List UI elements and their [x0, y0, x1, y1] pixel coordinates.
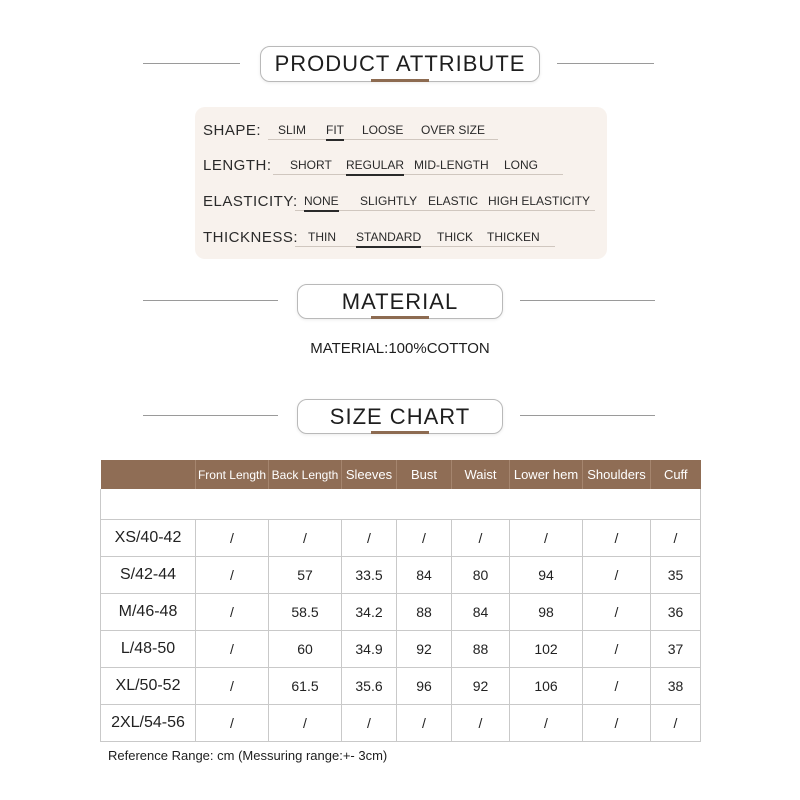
attribute-row-length	[195, 155, 607, 177]
table-row	[101, 557, 701, 594]
table-cell: /	[651, 520, 701, 557]
table-cell: /	[196, 705, 269, 742]
table-cell: 92	[397, 631, 452, 668]
table-cell: 84	[397, 557, 452, 594]
header-cell-waist: Waist	[452, 460, 510, 489]
title-accent-bar	[371, 316, 429, 319]
size-cell: XL/50-52	[101, 668, 196, 705]
header-cell-back-length: Back Length	[269, 460, 342, 489]
attribute-section-title-text: PRODUCT ATTRIBUTE	[274, 51, 526, 76]
table-cell: /	[397, 705, 452, 742]
material-section-title	[297, 284, 503, 319]
table-cell: /	[196, 557, 269, 594]
table-cell: /	[583, 705, 651, 742]
attribute-option: ELASTIC	[428, 194, 479, 208]
table-cell: 57	[269, 557, 342, 594]
attribute-option: THIN	[308, 230, 336, 244]
table-cell: 80	[452, 557, 510, 594]
attribute-label: SHAPE:	[203, 122, 262, 139]
table-row	[101, 668, 701, 705]
table-cell: 102	[510, 631, 583, 668]
table-cell: /	[196, 631, 269, 668]
attribute-option-selected: FIT	[326, 123, 344, 137]
header-cell-bust: Bust	[397, 460, 452, 489]
attribute-label: THICKNESS:	[203, 229, 299, 246]
attribute-option: OVER SIZE	[421, 123, 486, 137]
attribute-option: THICK	[437, 230, 473, 244]
attribute-section-title	[260, 46, 540, 82]
attribute-row-elasticity	[195, 191, 607, 213]
attribute-label: LENGTH:	[203, 157, 272, 174]
table-cell: 35	[651, 557, 701, 594]
table-cell: /	[342, 520, 397, 557]
attribute-option: LONG	[504, 158, 539, 172]
attribute-option: LOOSE	[362, 123, 404, 137]
header-cell-cuff: Cuff	[651, 460, 701, 489]
reference-footnote: Reference Range: cm (Messuring range:+- 3cm)	[108, 748, 388, 763]
table-cell: 94	[510, 557, 583, 594]
size-chart-header-row	[101, 460, 701, 489]
title-accent-bar	[371, 79, 429, 82]
attribute-option: THICKEN	[487, 230, 540, 244]
table-cell: /	[583, 668, 651, 705]
attribute-row-underline	[268, 139, 498, 140]
table-cell: /	[583, 520, 651, 557]
size-cell: L/48-50	[101, 631, 196, 668]
table-cell: /	[583, 557, 651, 594]
title-accent-bar	[371, 431, 429, 434]
size-cell: S/42-44	[101, 557, 196, 594]
table-cell: /	[583, 631, 651, 668]
table-cell: /	[452, 520, 510, 557]
size-chart-table	[100, 460, 701, 742]
spacer-cell	[101, 489, 701, 520]
size-cell: M/46-48	[101, 594, 196, 631]
attribute-option: SLIGHTLY	[360, 194, 418, 208]
table-cell: /	[196, 520, 269, 557]
header-cell-lower-hem: Lower hem	[510, 460, 583, 489]
table-cell: 96	[397, 668, 452, 705]
attribute-divider-right	[557, 63, 654, 64]
table-cell: 84	[452, 594, 510, 631]
attribute-label: ELASTICITY:	[203, 193, 298, 210]
material-value: 100%COTTON	[388, 340, 490, 357]
header-cell-size	[101, 460, 196, 489]
attribute-row-underline	[273, 174, 563, 175]
header-cell-front-length: Front Length	[196, 460, 269, 489]
table-cell: 36	[651, 594, 701, 631]
size-divider-right	[520, 415, 655, 416]
table-row	[101, 520, 701, 557]
table-cell: /	[510, 520, 583, 557]
material-divider-left	[143, 300, 278, 301]
table-cell: 38	[651, 668, 701, 705]
table-cell: 88	[397, 594, 452, 631]
table-cell: /	[452, 705, 510, 742]
attribute-divider-left	[143, 63, 240, 64]
attribute-option: MID-LENGTH	[414, 158, 489, 172]
table-cell: /	[510, 705, 583, 742]
attribute-option: HIGH ELASTICITY	[488, 194, 591, 208]
attribute-option-selected: REGULAR	[346, 158, 405, 172]
attribute-row-shape	[195, 120, 607, 142]
attribute-option: SHORT	[290, 158, 332, 172]
table-cell: /	[196, 594, 269, 631]
table-cell: 37	[651, 631, 701, 668]
table-row	[101, 705, 701, 742]
table-cell: 33.5	[342, 557, 397, 594]
size-divider-left	[143, 415, 278, 416]
table-cell: /	[342, 705, 397, 742]
material-info	[0, 340, 800, 357]
table-cell: 35.6	[342, 668, 397, 705]
table-cell: 34.2	[342, 594, 397, 631]
table-cell: 98	[510, 594, 583, 631]
table-cell: /	[583, 594, 651, 631]
attribute-row-thickness	[195, 227, 607, 249]
size-section-title-text: SIZE CHART	[329, 403, 471, 429]
material-divider-right	[520, 300, 655, 301]
attribute-row-underline	[295, 246, 555, 247]
table-cell: /	[269, 520, 342, 557]
header-cell-sleeves: Sleeves	[342, 460, 397, 489]
table-cell: /	[269, 705, 342, 742]
table-cell: /	[651, 705, 701, 742]
table-row	[101, 631, 701, 668]
table-row	[101, 594, 701, 631]
attribute-option-selected: STANDARD	[356, 230, 422, 244]
table-cell: /	[196, 668, 269, 705]
attribute-option-selected: NONE	[304, 194, 339, 208]
table-cell: 61.5	[269, 668, 342, 705]
attribute-option: SLIM	[278, 123, 307, 137]
table-cell: 106	[510, 668, 583, 705]
attribute-row-underline	[295, 210, 595, 211]
material-label: MATERIAL:	[310, 340, 389, 357]
table-cell: /	[397, 520, 452, 557]
table-spacer-row	[101, 489, 701, 520]
table-cell: 88	[452, 631, 510, 668]
table-cell: 92	[452, 668, 510, 705]
attribute-panel	[195, 107, 607, 259]
size-section-title	[297, 399, 503, 434]
material-section-title-text: MATERIAL	[341, 288, 459, 314]
size-cell: XS/40-42	[101, 520, 196, 557]
size-cell: 2XL/54-56	[101, 705, 196, 742]
header-cell-shoulders: Shoulders	[583, 460, 651, 489]
table-cell: 60	[269, 631, 342, 668]
table-cell: 58.5	[269, 594, 342, 631]
table-cell: 34.9	[342, 631, 397, 668]
